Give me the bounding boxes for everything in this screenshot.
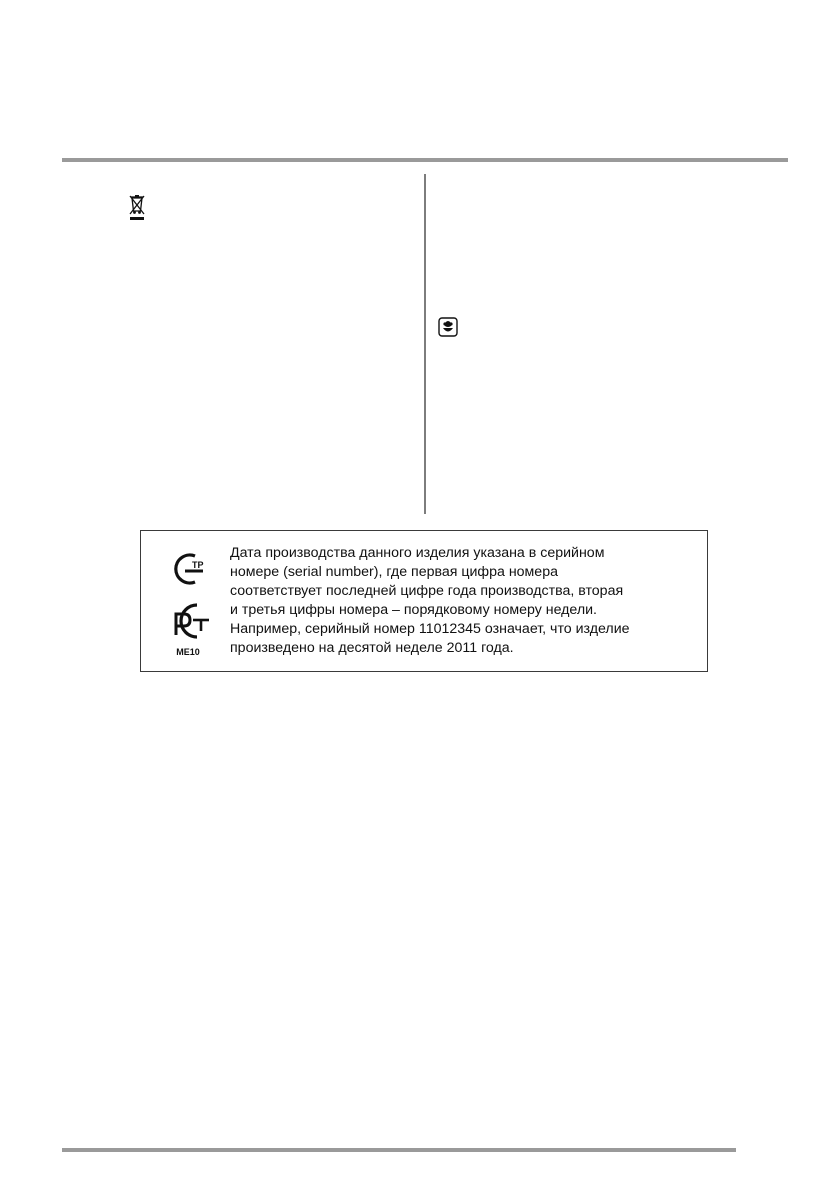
cert-line: Например, серийный номер 11012345 означает, что изделие <box>230 621 630 637</box>
column-divider <box>424 174 426 514</box>
eac-certification-logo <box>163 551 213 587</box>
bottom-divider <box>62 1148 736 1152</box>
cert-line: номере (serial number), где первая цифра номера <box>230 564 558 580</box>
cert-line: и третья цифры номера – порядковому номеру недели. <box>230 602 597 618</box>
top-divider <box>62 158 788 162</box>
cert-line: соответствует последней цифре года производства, вторая <box>230 583 624 599</box>
eco-flower-icon <box>438 317 458 337</box>
pct-logo-code: ME10 <box>176 647 200 657</box>
crossed-out-wheelie-bin-icon <box>128 194 146 222</box>
eac-logo-text: ТР <box>192 560 204 570</box>
certification-notice-box <box>140 530 708 672</box>
cert-line: Дата производства данного изделия указана в серийном <box>230 545 605 561</box>
pct-certification-logo <box>163 601 213 657</box>
cert-line: произведено на десятой неделе 2011 года. <box>230 640 514 656</box>
certificate-text <box>230 544 700 658</box>
